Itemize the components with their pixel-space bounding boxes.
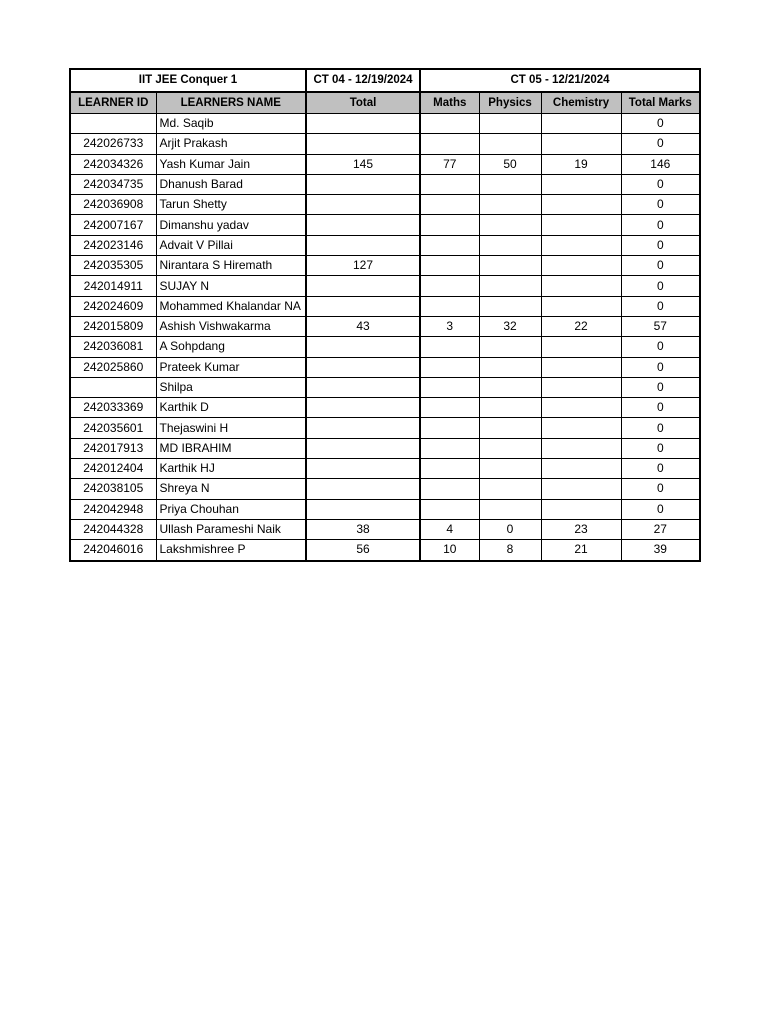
maths-cell — [420, 398, 479, 418]
maths-cell — [420, 256, 479, 276]
table-row — [70, 154, 700, 174]
ct04-title: CT 04 - 12/19/2024 — [306, 69, 420, 92]
table-row — [70, 114, 700, 134]
chemistry-cell — [541, 479, 621, 499]
learner-id-cell: 242038105 — [70, 479, 156, 499]
table-row — [70, 357, 700, 377]
learner-name-cell: Karthik HJ — [156, 459, 306, 479]
total-marks-cell: 0 — [621, 438, 700, 458]
maths-cell — [420, 215, 479, 235]
maths-cell — [420, 235, 479, 255]
table-row — [70, 418, 700, 438]
learner-name-cell: Arjit Prakash — [156, 134, 306, 154]
maths-cell — [420, 276, 479, 296]
ct04-total-cell — [306, 174, 420, 194]
learner-id-cell: 242015809 — [70, 316, 156, 336]
physics-cell — [479, 134, 541, 154]
total-marks-cell: 0 — [621, 256, 700, 276]
learner-name-header: LEARNERS NAME — [156, 92, 306, 114]
learner-name-cell: Thejaswini H — [156, 418, 306, 438]
learner-id-cell: 242036908 — [70, 195, 156, 215]
chemistry-cell — [541, 337, 621, 357]
chemistry-cell — [541, 195, 621, 215]
table-row — [70, 134, 700, 154]
learner-name-cell: MD IBRAHIM — [156, 438, 306, 458]
learner-id-cell — [70, 377, 156, 397]
chemistry-cell — [541, 357, 621, 377]
total-marks-cell: 0 — [621, 499, 700, 519]
table-row — [70, 377, 700, 397]
maths-cell — [420, 195, 479, 215]
learner-id-cell: 242033369 — [70, 398, 156, 418]
learner-id-cell: 242042948 — [70, 499, 156, 519]
physics-cell — [479, 459, 541, 479]
table-body — [70, 114, 700, 561]
table-row — [70, 215, 700, 235]
maths-cell — [420, 438, 479, 458]
learner-name-cell: Yash Kumar Jain — [156, 154, 306, 174]
total-marks-cell: 0 — [621, 235, 700, 255]
learner-name-cell: A Sohpdang — [156, 337, 306, 357]
total-marks-cell: 146 — [621, 154, 700, 174]
physics-cell — [479, 235, 541, 255]
learner-name-cell: Shreya N — [156, 479, 306, 499]
table-row — [70, 519, 700, 539]
learner-id-cell: 242024609 — [70, 296, 156, 316]
learner-name-cell: Lakshmishree P — [156, 540, 306, 561]
learner-name-cell: Mohammed Khalandar NA — [156, 296, 306, 316]
learner-id-cell: 242036081 — [70, 337, 156, 357]
chemistry-cell: 19 — [541, 154, 621, 174]
maths-cell — [420, 174, 479, 194]
table-row — [70, 174, 700, 194]
learner-id-cell — [70, 114, 156, 134]
chemistry-cell — [541, 134, 621, 154]
maths-cell: 3 — [420, 316, 479, 336]
learner-id-cell: 242025860 — [70, 357, 156, 377]
learner-id-cell: 242046016 — [70, 540, 156, 561]
learner-name-cell: Shilpa — [156, 377, 306, 397]
physics-cell — [479, 195, 541, 215]
ct04-total-cell: 56 — [306, 540, 420, 561]
physics-cell — [479, 215, 541, 235]
table-row — [70, 540, 700, 561]
table-row — [70, 235, 700, 255]
learner-id-cell: 242035601 — [70, 418, 156, 438]
marks-table — [69, 68, 701, 562]
table-row — [70, 438, 700, 458]
ct04-total-cell — [306, 195, 420, 215]
chemistry-cell — [541, 377, 621, 397]
total-marks-cell: 57 — [621, 316, 700, 336]
ct05-title: CT 05 - 12/21/2024 — [420, 69, 700, 92]
chemistry-cell — [541, 276, 621, 296]
ct04-total-cell — [306, 377, 420, 397]
table-row — [70, 459, 700, 479]
physics-cell — [479, 114, 541, 134]
physics-cell — [479, 174, 541, 194]
chemistry-cell — [541, 114, 621, 134]
ct04-total-header: Total — [306, 92, 420, 114]
maths-cell — [420, 134, 479, 154]
learner-name-cell: Ullash Parameshi Naik — [156, 519, 306, 539]
learner-id-cell: 242026733 — [70, 134, 156, 154]
physics-cell — [479, 377, 541, 397]
physics-cell — [479, 276, 541, 296]
learner-name-cell: Nirantara S Hiremath — [156, 256, 306, 276]
maths-cell: 77 — [420, 154, 479, 174]
chemistry-cell: 23 — [541, 519, 621, 539]
learner-id-cell: 242014911 — [70, 276, 156, 296]
chemistry-cell — [541, 398, 621, 418]
maths-cell: 10 — [420, 540, 479, 561]
ct04-total-cell — [306, 114, 420, 134]
chemistry-cell — [541, 215, 621, 235]
chemistry-cell — [541, 499, 621, 519]
maths-cell — [420, 337, 479, 357]
learner-name-cell: Karthik D — [156, 398, 306, 418]
learner-id-cell: 242034735 — [70, 174, 156, 194]
ct04-total-cell — [306, 337, 420, 357]
maths-cell — [420, 114, 479, 134]
chemistry-cell: 22 — [541, 316, 621, 336]
learner-name-cell: Md. Saqib — [156, 114, 306, 134]
total-marks-cell: 0 — [621, 398, 700, 418]
table-row — [70, 479, 700, 499]
physics-cell: 8 — [479, 540, 541, 561]
chemistry-cell — [541, 235, 621, 255]
physics-cell: 50 — [479, 154, 541, 174]
ct04-total-cell — [306, 398, 420, 418]
physics-cell — [479, 438, 541, 458]
physics-cell — [479, 499, 541, 519]
ct04-total-cell: 145 — [306, 154, 420, 174]
learner-id-cell: 242034326 — [70, 154, 156, 174]
physics-cell — [479, 357, 541, 377]
table-row — [70, 195, 700, 215]
ct04-total-cell — [306, 235, 420, 255]
physics-cell — [479, 256, 541, 276]
ct04-total-cell — [306, 499, 420, 519]
total-marks-header: Total Marks — [621, 92, 700, 114]
maths-cell — [420, 459, 479, 479]
total-marks-cell: 0 — [621, 479, 700, 499]
physics-header: Physics — [479, 92, 541, 114]
ct04-total-cell: 38 — [306, 519, 420, 539]
total-marks-cell: 0 — [621, 276, 700, 296]
learner-name-cell: Prateek Kumar — [156, 357, 306, 377]
total-marks-cell: 39 — [621, 540, 700, 561]
total-marks-cell: 27 — [621, 519, 700, 539]
total-marks-cell: 0 — [621, 134, 700, 154]
ct04-total-cell — [306, 479, 420, 499]
table-row — [70, 256, 700, 276]
total-marks-cell: 0 — [621, 174, 700, 194]
learner-name-cell: Dhanush Barad — [156, 174, 306, 194]
ct04-total-cell — [306, 215, 420, 235]
total-marks-cell: 0 — [621, 215, 700, 235]
total-marks-cell: 0 — [621, 418, 700, 438]
learner-id-cell: 242017913 — [70, 438, 156, 458]
ct04-total-cell — [306, 296, 420, 316]
chemistry-cell — [541, 438, 621, 458]
total-marks-cell: 0 — [621, 114, 700, 134]
learner-name-cell: Advait V Pillai — [156, 235, 306, 255]
physics-cell — [479, 398, 541, 418]
ct04-total-cell — [306, 357, 420, 377]
total-marks-cell: 0 — [621, 195, 700, 215]
table-row — [70, 337, 700, 357]
physics-cell — [479, 479, 541, 499]
learner-name-cell: Priya Chouhan — [156, 499, 306, 519]
table-row — [70, 316, 700, 336]
ct04-total-cell — [306, 276, 420, 296]
maths-header: Maths — [420, 92, 479, 114]
chemistry-cell — [541, 418, 621, 438]
table-row — [70, 499, 700, 519]
ct04-total-cell — [306, 134, 420, 154]
chemistry-cell — [541, 296, 621, 316]
table-row — [70, 398, 700, 418]
learner-name-cell: Tarun Shetty — [156, 195, 306, 215]
learner-id-cell: 242044328 — [70, 519, 156, 539]
learner-id-cell: 242023146 — [70, 235, 156, 255]
maths-cell — [420, 357, 479, 377]
learner-name-cell: SUJAY N — [156, 276, 306, 296]
program-title: IIT JEE Conquer 1 — [70, 69, 306, 92]
maths-cell — [420, 479, 479, 499]
learner-name-cell: Ashish Vishwakarma — [156, 316, 306, 336]
column-header-row — [70, 92, 700, 114]
physics-cell: 32 — [479, 316, 541, 336]
maths-cell — [420, 418, 479, 438]
physics-cell: 0 — [479, 519, 541, 539]
chemistry-cell: 21 — [541, 540, 621, 561]
learner-id-cell: 242035305 — [70, 256, 156, 276]
learner-id-cell: 242012404 — [70, 459, 156, 479]
ct04-total-cell — [306, 418, 420, 438]
maths-cell: 4 — [420, 519, 479, 539]
total-marks-cell: 0 — [621, 459, 700, 479]
chemistry-cell — [541, 459, 621, 479]
chemistry-header: Chemistry — [541, 92, 621, 114]
ct04-total-cell — [306, 459, 420, 479]
physics-cell — [479, 418, 541, 438]
ct04-total-cell: 127 — [306, 256, 420, 276]
ct04-total-cell — [306, 438, 420, 458]
chemistry-cell — [541, 256, 621, 276]
total-marks-cell: 0 — [621, 357, 700, 377]
table-row — [70, 296, 700, 316]
chemistry-cell — [541, 174, 621, 194]
physics-cell — [479, 337, 541, 357]
learner-name-cell: Dimanshu yadav — [156, 215, 306, 235]
ct04-total-cell: 43 — [306, 316, 420, 336]
table-row — [70, 276, 700, 296]
total-marks-cell: 0 — [621, 296, 700, 316]
physics-cell — [479, 296, 541, 316]
maths-cell — [420, 499, 479, 519]
maths-cell — [420, 377, 479, 397]
learner-id-cell: 242007167 — [70, 215, 156, 235]
learner-id-header: LEARNER ID — [70, 92, 156, 114]
total-marks-cell: 0 — [621, 377, 700, 397]
maths-cell — [420, 296, 479, 316]
title-row — [70, 69, 700, 92]
total-marks-cell: 0 — [621, 337, 700, 357]
